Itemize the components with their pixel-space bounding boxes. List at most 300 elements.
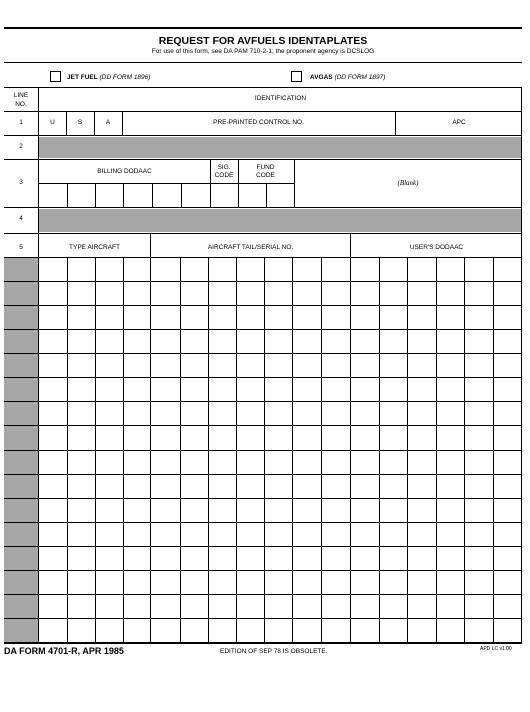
entry-cell[interactable]	[237, 282, 264, 305]
entry-cell[interactable]	[209, 499, 236, 522]
entry-cell[interactable]	[96, 378, 123, 401]
entry-cell[interactable]	[96, 475, 123, 498]
entry-cell[interactable]	[293, 499, 321, 522]
row3-entry-cell[interactable]	[239, 184, 266, 207]
row3-entry-cell[interactable]	[124, 184, 152, 207]
entry-cell[interactable]	[293, 595, 321, 618]
entry-cell[interactable]	[209, 330, 236, 353]
entry-cell[interactable]	[380, 499, 407, 522]
entry-cell[interactable]	[181, 378, 208, 401]
entry-cell[interactable]	[494, 378, 521, 401]
entry-cell[interactable]	[151, 595, 180, 618]
entry-cell[interactable]	[151, 499, 180, 522]
entry-cell[interactable]	[68, 354, 95, 377]
entry-cell[interactable]	[124, 282, 150, 305]
entry-cell[interactable]	[293, 523, 321, 546]
entry-cell[interactable]	[96, 426, 123, 449]
entry-cell[interactable]	[408, 330, 436, 353]
entry-cell[interactable]	[351, 402, 379, 425]
entry-cell[interactable]	[351, 523, 379, 546]
entry-cell[interactable]	[293, 475, 321, 498]
entry-cell[interactable]	[494, 619, 521, 642]
entry-cell[interactable]	[437, 499, 464, 522]
divider	[66, 111, 67, 135]
entry-cell[interactable]	[237, 451, 264, 474]
entry-cell[interactable]	[181, 523, 208, 546]
entry-cell[interactable]	[209, 571, 236, 594]
entry-cell[interactable]	[237, 258, 264, 281]
entry-cell[interactable]	[351, 499, 379, 522]
entry-cell[interactable]	[151, 571, 180, 594]
entry-cell[interactable]	[209, 475, 236, 498]
users-dodaac-label: USER'S DODAAC	[409, 244, 464, 251]
entry-cell[interactable]	[380, 330, 407, 353]
jet-fuel-checkbox[interactable]	[50, 71, 61, 82]
entry-cell[interactable]	[437, 595, 464, 618]
entry-cell[interactable]	[408, 258, 436, 281]
entry-cell[interactable]	[380, 619, 407, 642]
row3-entry-cell[interactable]	[153, 184, 181, 207]
entry-cell[interactable]	[68, 282, 95, 305]
entry-cell[interactable]	[40, 523, 67, 546]
entry-cell[interactable]	[181, 354, 208, 377]
entry-cell[interactable]	[437, 330, 464, 353]
entry-cell[interactable]	[265, 402, 292, 425]
sig-code-label: SIG. CODE	[214, 164, 234, 179]
entry-cell[interactable]	[437, 571, 464, 594]
entry-cell[interactable]	[437, 475, 464, 498]
entry-cell[interactable]	[322, 258, 350, 281]
entry-cell[interactable]	[209, 426, 236, 449]
entry-cell[interactable]	[151, 523, 180, 546]
entry-cell[interactable]	[437, 378, 464, 401]
entry-cell[interactable]	[380, 547, 407, 570]
entry-cell[interactable]	[494, 282, 521, 305]
entry-cell[interactable]	[40, 595, 67, 618]
entry-cell[interactable]	[322, 330, 350, 353]
entry-cell[interactable]	[380, 595, 407, 618]
entry-cell[interactable]	[40, 378, 67, 401]
entry-cell[interactable]	[408, 282, 436, 305]
entry-cell[interactable]	[209, 451, 236, 474]
entry-cell[interactable]	[465, 378, 493, 401]
entry-cell[interactable]	[380, 571, 407, 594]
entry-cell[interactable]	[237, 523, 264, 546]
entry-cell[interactable]	[322, 571, 350, 594]
entry-cell[interactable]	[209, 282, 236, 305]
entry-cell[interactable]	[465, 282, 493, 305]
entry-cell[interactable]	[408, 595, 436, 618]
entry-cell[interactable]	[351, 571, 379, 594]
entry-cell[interactable]	[68, 523, 95, 546]
entry-cell[interactable]	[408, 354, 436, 377]
entry-cell[interactable]	[494, 306, 521, 329]
entry-cell[interactable]	[265, 571, 292, 594]
entry-cell[interactable]	[351, 258, 379, 281]
entry-cell[interactable]	[351, 426, 379, 449]
entry-cell[interactable]	[293, 402, 321, 425]
entry-cell[interactable]	[265, 475, 292, 498]
entry-cell[interactable]	[494, 426, 521, 449]
entry-cell[interactable]	[465, 426, 493, 449]
avgas-checkbox[interactable]	[291, 71, 302, 82]
entry-cell[interactable]	[408, 378, 436, 401]
entry-cell[interactable]	[265, 306, 292, 329]
edition-note: EDITION OF SEP 78 IS OBSOLETE.	[220, 648, 328, 655]
entry-cell[interactable]	[351, 547, 379, 570]
entry-cell[interactable]	[151, 354, 180, 377]
entry-cell[interactable]	[465, 258, 493, 281]
entry-cell[interactable]	[181, 451, 208, 474]
entry-cell[interactable]	[124, 426, 150, 449]
row-2-shaded	[39, 137, 521, 158]
row3-entry-cell[interactable]	[267, 184, 294, 207]
entry-cell[interactable]	[40, 426, 67, 449]
entry-cell[interactable]	[380, 378, 407, 401]
entry-cell[interactable]	[124, 619, 150, 642]
entry-cell[interactable]	[437, 402, 464, 425]
entry-cell[interactable]	[408, 499, 436, 522]
entry-cell[interactable]	[465, 402, 493, 425]
entry-cell[interactable]	[124, 451, 150, 474]
entry-cell[interactable]	[96, 523, 123, 546]
entry-cell[interactable]	[322, 282, 350, 305]
entry-cell[interactable]	[68, 547, 95, 570]
entry-cell[interactable]	[181, 499, 208, 522]
entry-cell[interactable]	[265, 619, 292, 642]
entry-cell[interactable]	[124, 258, 150, 281]
entry-cell[interactable]	[351, 282, 379, 305]
entry-cell[interactable]	[322, 378, 350, 401]
entry-cell[interactable]	[124, 402, 150, 425]
type-aircraft-label: TYPE AIRCRAFT	[69, 244, 120, 251]
entry-cell[interactable]	[465, 499, 493, 522]
entry-cell[interactable]	[151, 282, 180, 305]
entry-cell[interactable]	[151, 378, 180, 401]
entry-cell[interactable]	[181, 306, 208, 329]
entry-cell[interactable]	[124, 354, 150, 377]
entry-cell[interactable]	[68, 475, 95, 498]
entry-cell[interactable]	[408, 571, 436, 594]
entry-cell[interactable]	[322, 402, 350, 425]
entry-cell[interactable]	[265, 258, 292, 281]
entry-cell[interactable]	[494, 330, 521, 353]
entry-cell[interactable]	[465, 330, 493, 353]
row3-entry-cell[interactable]	[211, 184, 238, 207]
tail-serial-label: AIRCRAFT TAIL/SERIAL NO.	[207, 244, 294, 251]
entry-cell[interactable]	[494, 451, 521, 474]
entry-cell[interactable]	[237, 378, 264, 401]
entry-cell[interactable]	[96, 306, 123, 329]
options-rule	[4, 87, 522, 88]
row3-entry-cell[interactable]	[68, 184, 95, 207]
entry-cell[interactable]	[181, 571, 208, 594]
entry-cell[interactable]	[124, 378, 150, 401]
entry-cell[interactable]	[68, 402, 95, 425]
entry-cell[interactable]	[351, 378, 379, 401]
entry-cell[interactable]	[96, 499, 123, 522]
entry-cell[interactable]	[265, 595, 292, 618]
entry-cell[interactable]	[380, 354, 407, 377]
entry-cell[interactable]	[237, 595, 264, 618]
entry-cell[interactable]	[237, 402, 264, 425]
entry-cell[interactable]	[380, 258, 407, 281]
entry-cell[interactable]	[96, 571, 123, 594]
entry-cell[interactable]	[437, 282, 464, 305]
entry-cell[interactable]	[181, 282, 208, 305]
entry-cell[interactable]	[465, 523, 493, 546]
entry-cell[interactable]	[437, 354, 464, 377]
entry-cell[interactable]	[68, 330, 95, 353]
entry-cell[interactable]	[96, 547, 123, 570]
entry-cell[interactable]	[96, 402, 123, 425]
entry-cell[interactable]	[408, 547, 436, 570]
entry-cell[interactable]	[265, 282, 292, 305]
entry-cell[interactable]	[293, 282, 321, 305]
entry-cell[interactable]	[380, 451, 407, 474]
entry-cell[interactable]	[40, 258, 67, 281]
entry-cell[interactable]	[124, 306, 150, 329]
entry-cell[interactable]	[209, 378, 236, 401]
entry-cell[interactable]	[293, 330, 321, 353]
entry-cell[interactable]	[151, 475, 180, 498]
entry-cell[interactable]	[437, 258, 464, 281]
entry-cell[interactable]	[68, 499, 95, 522]
entry-cell[interactable]	[380, 426, 407, 449]
row3-entry-cell[interactable]	[40, 184, 67, 207]
entry-cell[interactable]	[437, 619, 464, 642]
entry-cell[interactable]	[40, 282, 67, 305]
entry-cell[interactable]	[265, 354, 292, 377]
entry-cell[interactable]	[322, 475, 350, 498]
entry-cell[interactable]	[465, 571, 493, 594]
entry-cell[interactable]	[293, 619, 321, 642]
entry-cell[interactable]	[151, 330, 180, 353]
entry-cell[interactable]	[293, 306, 321, 329]
entry-cell[interactable]	[494, 354, 521, 377]
entry-cell[interactable]	[209, 619, 236, 642]
entry-cell[interactable]	[151, 306, 180, 329]
entry-cell[interactable]	[494, 523, 521, 546]
entry-cell[interactable]	[380, 306, 407, 329]
entry-cell[interactable]	[322, 499, 350, 522]
entry-cell[interactable]	[380, 282, 407, 305]
entry-cell[interactable]	[322, 426, 350, 449]
entry-cell[interactable]	[380, 402, 407, 425]
form-id: DA FORM 4701-R, APR 1985	[4, 646, 124, 656]
entry-cell[interactable]	[408, 426, 436, 449]
entry-cell[interactable]	[124, 475, 150, 498]
entry-cell[interactable]	[322, 451, 350, 474]
entry-cell[interactable]	[181, 619, 208, 642]
entry-cell[interactable]	[465, 306, 493, 329]
entry-cell[interactable]	[265, 523, 292, 546]
entry-cell[interactable]	[68, 378, 95, 401]
entry-cell[interactable]	[124, 499, 150, 522]
entry-cell[interactable]	[494, 571, 521, 594]
entry-cell[interactable]	[494, 402, 521, 425]
entry-cell[interactable]	[293, 426, 321, 449]
entry-cell[interactable]	[237, 547, 264, 570]
entry-cell[interactable]	[68, 258, 95, 281]
entry-cell[interactable]	[209, 523, 236, 546]
entry-cell[interactable]	[151, 402, 180, 425]
entry-cell[interactable]	[181, 330, 208, 353]
entry-cell[interactable]	[237, 306, 264, 329]
entry-cell[interactable]	[151, 258, 180, 281]
entry-cell[interactable]	[96, 330, 123, 353]
entry-cell[interactable]	[124, 523, 150, 546]
entry-cell[interactable]	[181, 402, 208, 425]
entry-cell[interactable]	[494, 499, 521, 522]
entry-cell[interactable]	[437, 451, 464, 474]
entry-cell[interactable]	[209, 354, 236, 377]
entry-cell[interactable]	[351, 354, 379, 377]
entry-cell[interactable]	[265, 499, 292, 522]
entry-cell[interactable]	[181, 595, 208, 618]
control-no-label: PRE-PRINTED CONTROL NO.	[213, 119, 304, 126]
entry-cell[interactable]	[265, 330, 292, 353]
entry-cell[interactable]	[293, 571, 321, 594]
entry-cell[interactable]	[40, 354, 67, 377]
entry-cell[interactable]	[293, 451, 321, 474]
entry-cell[interactable]	[380, 475, 407, 498]
entry-cell[interactable]	[237, 619, 264, 642]
entry-cell[interactable]	[408, 475, 436, 498]
entry-cell[interactable]	[408, 523, 436, 546]
entry-cell[interactable]	[293, 258, 321, 281]
line-number-4: 4	[19, 215, 23, 222]
entry-cell[interactable]	[322, 619, 350, 642]
entry-cell[interactable]	[151, 426, 180, 449]
entry-cell[interactable]	[437, 547, 464, 570]
entry-cell[interactable]	[124, 547, 150, 570]
entry-cell[interactable]	[494, 595, 521, 618]
entry-cell[interactable]	[40, 402, 67, 425]
entry-cell[interactable]	[96, 354, 123, 377]
entry-cell[interactable]	[293, 354, 321, 377]
entry-cell[interactable]	[494, 547, 521, 570]
u-cell: U	[50, 119, 55, 126]
entry-cell[interactable]	[237, 571, 264, 594]
entry-cell[interactable]	[351, 330, 379, 353]
entry-cell[interactable]	[209, 547, 236, 570]
entry-cell[interactable]	[322, 595, 350, 618]
entry-cell[interactable]	[124, 571, 150, 594]
entry-cell[interactable]	[465, 547, 493, 570]
entry-cell[interactable]	[237, 499, 264, 522]
entry-cell[interactable]	[209, 595, 236, 618]
entry-cell[interactable]	[437, 523, 464, 546]
entry-cell[interactable]	[494, 475, 521, 498]
entry-cell[interactable]	[465, 619, 493, 642]
entry-cell[interactable]	[68, 619, 95, 642]
entry-cell[interactable]	[151, 451, 180, 474]
entry-cell[interactable]	[237, 330, 264, 353]
entry-cell[interactable]	[68, 426, 95, 449]
entry-cell[interactable]	[40, 330, 67, 353]
entry-cell[interactable]	[40, 547, 67, 570]
entry-cell[interactable]	[181, 258, 208, 281]
row3-entry-cell[interactable]	[182, 184, 210, 207]
entry-cell[interactable]	[96, 451, 123, 474]
row3-entry-cell[interactable]	[96, 184, 123, 207]
entry-cell[interactable]	[265, 451, 292, 474]
entry-cell[interactable]	[322, 547, 350, 570]
entry-cell[interactable]	[209, 258, 236, 281]
entry-cell[interactable]	[68, 451, 95, 474]
entry-cell[interactable]	[181, 547, 208, 570]
entry-cell[interactable]	[351, 595, 379, 618]
entry-cell[interactable]	[293, 378, 321, 401]
entry-cell[interactable]	[351, 475, 379, 498]
entry-cell[interactable]	[437, 306, 464, 329]
entry-cell[interactable]	[209, 306, 236, 329]
entry-cell[interactable]	[68, 571, 95, 594]
entry-cell[interactable]	[181, 426, 208, 449]
entry-cell[interactable]	[40, 571, 67, 594]
entry-cell[interactable]	[408, 619, 436, 642]
entry-cell[interactable]	[494, 258, 521, 281]
entry-cell[interactable]	[237, 426, 264, 449]
entry-cell[interactable]	[465, 451, 493, 474]
entry-cell[interactable]	[40, 306, 67, 329]
table-header-rule	[4, 111, 522, 112]
entry-cell[interactable]	[265, 378, 292, 401]
entry-cell[interactable]	[380, 523, 407, 546]
entry-cell[interactable]	[40, 619, 67, 642]
entry-cell[interactable]	[437, 426, 464, 449]
entry-cell[interactable]	[465, 595, 493, 618]
entry-cell[interactable]	[96, 595, 123, 618]
entry-cell[interactable]	[408, 306, 436, 329]
entry-cell[interactable]	[151, 547, 180, 570]
entry-cell[interactable]	[265, 547, 292, 570]
entry-cell[interactable]	[68, 595, 95, 618]
entry-cell[interactable]	[351, 619, 379, 642]
header-rule	[4, 62, 522, 63]
entry-cell[interactable]	[96, 258, 123, 281]
entry-cell[interactable]	[237, 475, 264, 498]
entry-cell[interactable]	[181, 475, 208, 498]
entry-cell[interactable]	[293, 547, 321, 570]
entry-cell[interactable]	[322, 523, 350, 546]
entry-cell[interactable]	[40, 451, 67, 474]
entry-cell[interactable]	[40, 475, 67, 498]
entry-cell[interactable]	[124, 330, 150, 353]
entry-cell[interactable]	[265, 426, 292, 449]
entry-cell[interactable]	[96, 619, 123, 642]
entry-cell[interactable]	[408, 451, 436, 474]
entry-cell[interactable]	[465, 354, 493, 377]
entry-cell[interactable]	[351, 451, 379, 474]
entry-cell[interactable]	[408, 402, 436, 425]
jet-fuel-option	[67, 74, 150, 81]
entry-cell[interactable]	[351, 306, 379, 329]
line-number-5: 5	[19, 244, 23, 251]
s-cell: S	[77, 119, 83, 126]
entry-cell[interactable]	[237, 354, 264, 377]
entry-cell[interactable]	[124, 595, 150, 618]
entry-cell[interactable]	[322, 306, 350, 329]
entry-cell[interactable]	[68, 306, 95, 329]
entry-cell[interactable]	[465, 475, 493, 498]
entry-cell[interactable]	[151, 619, 180, 642]
entry-cell[interactable]	[40, 499, 67, 522]
entry-cell[interactable]	[209, 402, 236, 425]
entry-cell[interactable]	[96, 282, 123, 305]
entry-cell[interactable]	[322, 354, 350, 377]
